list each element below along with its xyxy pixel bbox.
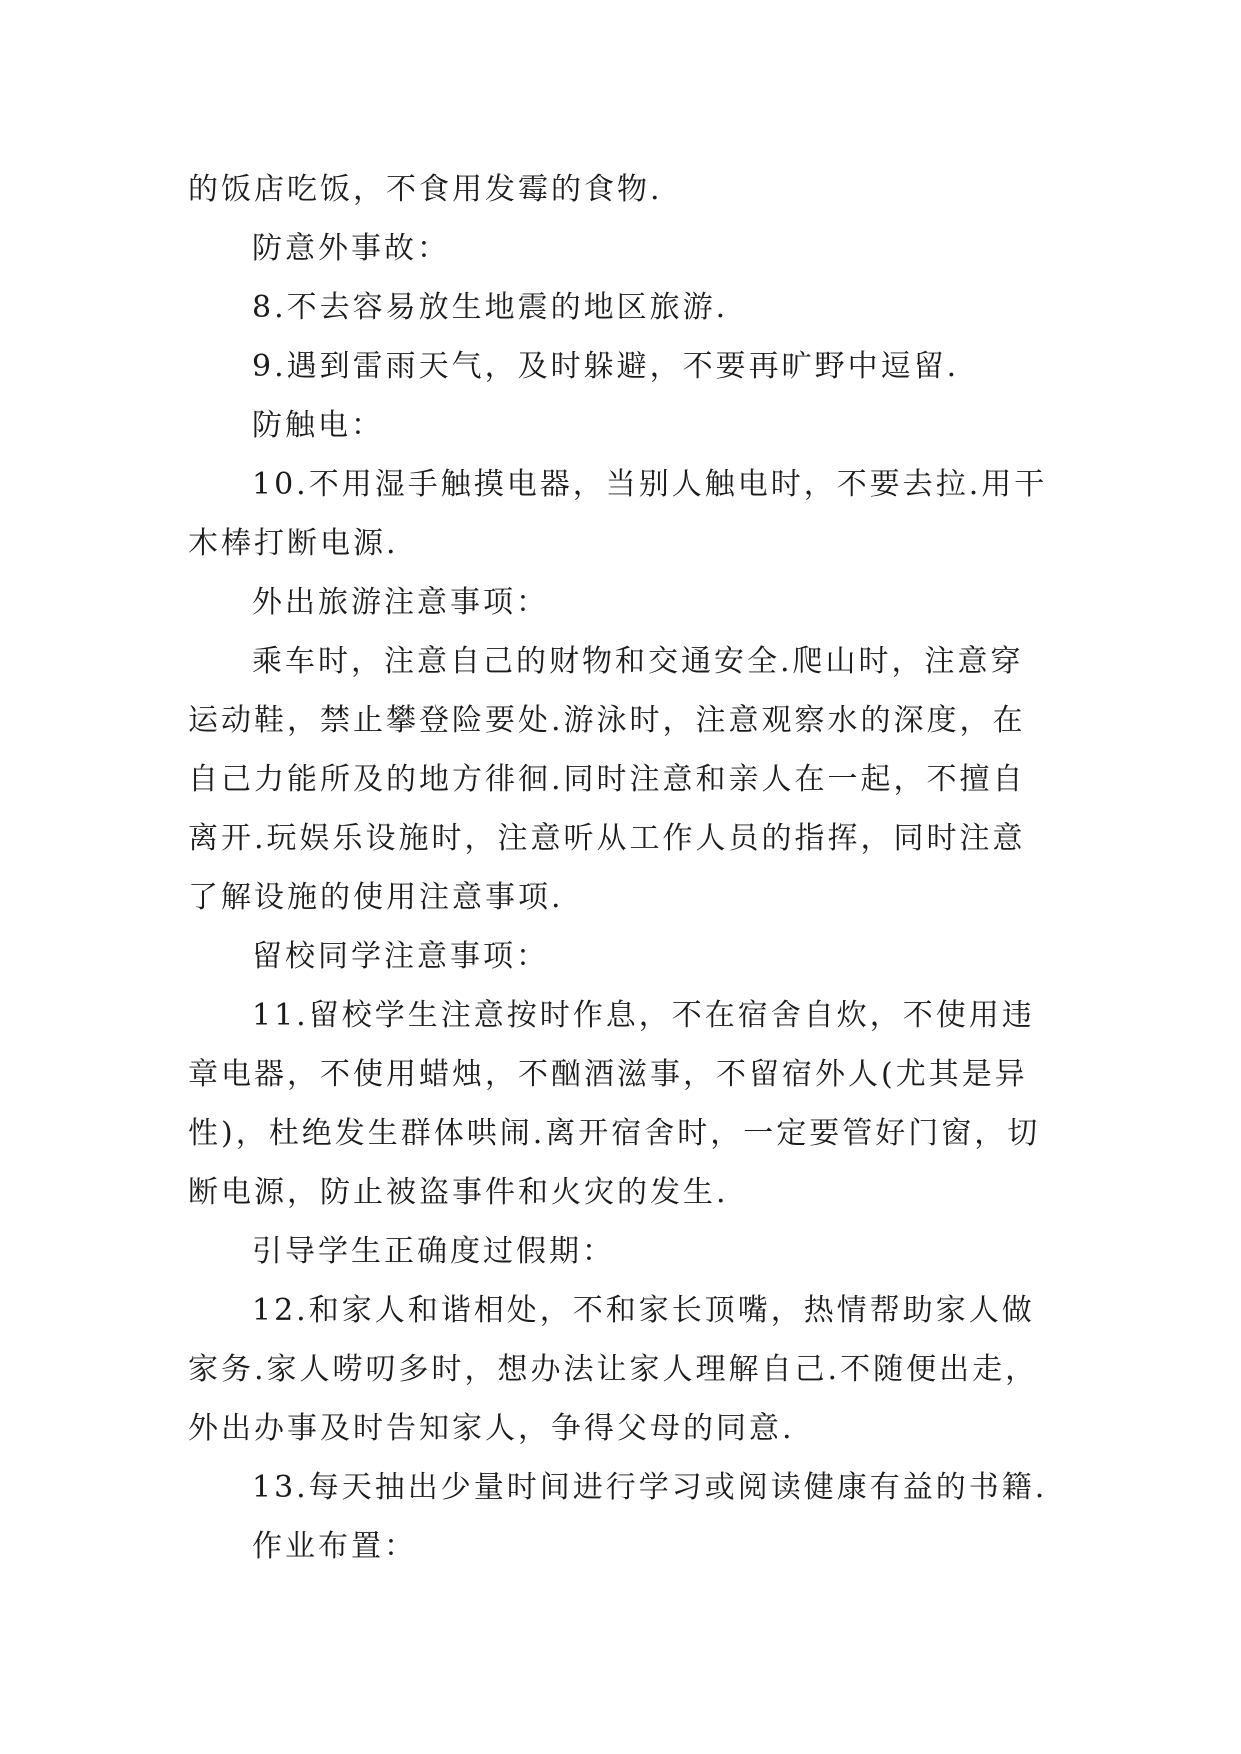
text-line: 13.每天抽出少量时间进行学习或阅读健康有益的书籍.: [252, 1470, 1048, 1505]
section-heading-homework: 作业布置：: [252, 1529, 417, 1564]
text-line: 家务.家人唠叨多时，想办法让家人理解自己.不随便出走，: [188, 1352, 1039, 1387]
text-line: 10.不用湿手触摸电器，当别人触电时，不要去拉.用干: [252, 467, 1048, 502]
text-line: 性)，杜绝发生群体哄闹.离开宿舍时，一定要管好门窗，切: [188, 1116, 1041, 1151]
text-line: 的饭店吃饭，不食用发霉的食物.: [188, 172, 663, 207]
section-heading-travel: 外出旅游注意事项：: [252, 585, 549, 620]
text-line: 乘车时，注意自己的财物和交通安全.爬山时，注意穿: [252, 644, 1024, 679]
text-line: 9.遇到雷雨天气，及时躲避，不要再旷野中逗留.: [252, 349, 960, 384]
section-heading-electric-shock: 防触电：: [252, 408, 384, 443]
text-line: 离开.玩娱乐设施时，注意听从工作人员的指挥，同时注意: [188, 821, 1026, 856]
text-line: 自己力能所及的地方徘徊.同时注意和亲人在一起，不擅自: [188, 762, 1026, 797]
section-heading-accident: 防意外事故：: [252, 231, 450, 266]
text-line: 外出办事及时告知家人，争得父母的同意.: [188, 1411, 795, 1446]
text-line: 12.和家人和谐相处，不和家长顶嘴，热情帮助家人做: [252, 1293, 1035, 1328]
text-line: 11.留校学生注意按时作息，不在宿舍自炊，不使用违: [252, 998, 1035, 1033]
section-heading-staying-students: 留校同学注意事项：: [252, 939, 549, 974]
text-line: 断电源，防止被盗事件和火灾的发生.: [188, 1175, 729, 1210]
text-line: 运动鞋，禁止攀登险要处.游泳时，注意观察水的深度，在: [188, 703, 1026, 738]
section-heading-holiday-guidance: 引导学生正确度过假期：: [252, 1234, 615, 1269]
text-line: 8.不去容易放生地震的地区旅游.: [252, 290, 729, 325]
text-line: 章电器，不使用蜡烛，不酗酒滋事，不留宿外人(尤其是异: [188, 1057, 1028, 1092]
text-line: 了解设施的使用注意事项.: [188, 880, 564, 915]
document-body: [188, 160, 1058, 1576]
text-line: 木棒打断电源.: [188, 526, 399, 561]
